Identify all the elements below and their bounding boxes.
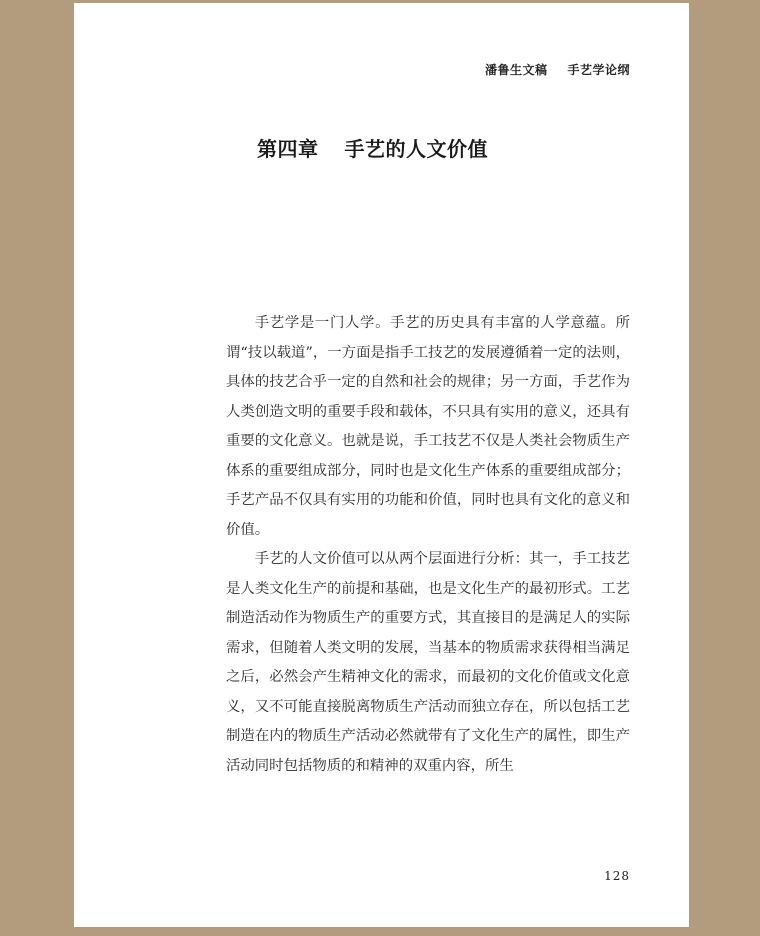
chapter-heading <box>257 133 488 162</box>
paragraph: 手艺的人文价值可以从两个层面进行分析：其一，手工技艺是人类文化生产的前提和基础，也是文化生产的最初形式。工艺制造活动作为物质生产的重要方式，其直接目的是满足人的实际需求，但随着人类文明的发展，当基本的物质需求获得相当满足之后，必然会产生精神文化的需求，而最初的文化价值或文化意义，又不可能直接脱离物质生产活动而独立存在，所以包括工艺制造在内的物质生产活动必然就带有了文化生产的属性，即生产活动同时包括物质的和精神的双重内容，所生 <box>226 551 630 774</box>
header-book-title: 手艺学论纲 <box>567 63 630 77</box>
paragraph: 手艺学是一门人学。手艺的历史具有丰富的人学意蕴。所谓“技以载道”，一方面是指手工技艺的发展遵循着一定的法则，具体的技艺合乎一定的自然和社会的规律；另一方面，手艺作为人类创造文明的重要手段和载体，不只具有实用的意义，还具有重要的文化意义。也就是说，手工技艺不仅是人类社会物质生产体系的重要组成部分，同时也是文化生产体系的重要组成部分；手艺产品不仅具有实用的功能和价值，同时也具有文化的意义和价值。 <box>226 315 630 538</box>
book-page <box>74 3 689 927</box>
running-header <box>485 61 630 78</box>
body-text <box>226 309 630 781</box>
chapter-title: 手艺的人文价值 <box>344 137 488 161</box>
header-author-series: 潘鲁生文稿 <box>484 63 548 77</box>
chapter-number: 第四章 <box>257 137 319 161</box>
page-number: 128 <box>604 869 630 883</box>
